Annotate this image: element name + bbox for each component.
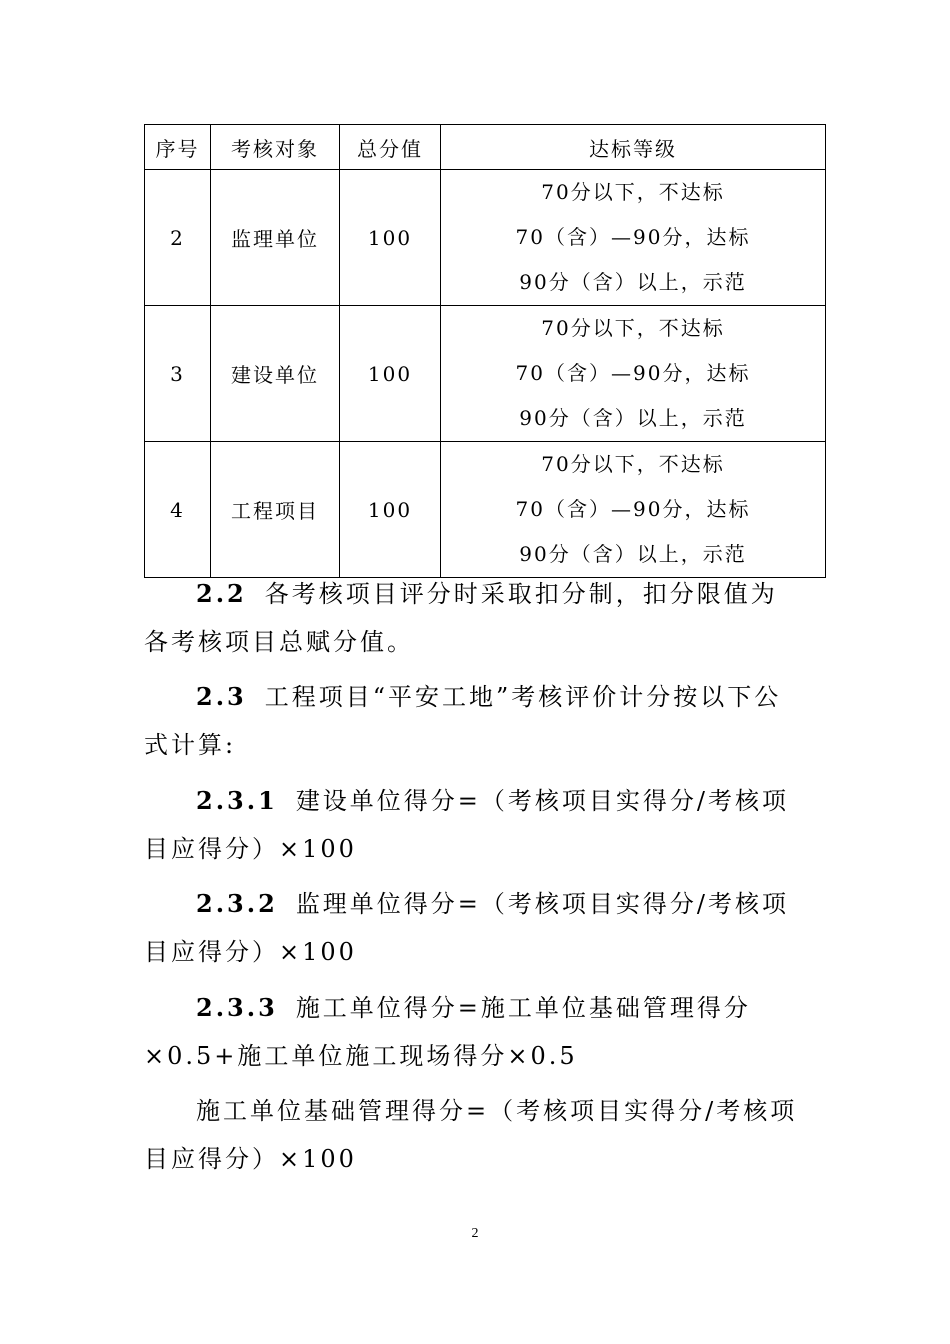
header-grade: 达标等级 [441,125,826,170]
table-header-row [145,125,826,170]
paragraph-text: 工程项目“平安工地”考核评价计分按以下公式计算: [144,683,782,759]
section-number: 2.3.3 [196,993,278,1022]
grade-line: 70（含）—90分，达标 [515,225,751,249]
row-score: 100 [340,442,441,578]
paragraph-2-3-2 [144,880,804,976]
section-number: 2.2 [196,579,247,608]
paragraph-base-management [144,1087,804,1183]
grade-line: 90分（含）以上，示范 [519,542,747,566]
grade-line: 70分以下，不达标 [541,452,725,476]
paragraph-2-2 [144,570,804,666]
grade-line: 90分（含）以上，示范 [519,406,747,430]
paragraph-text: 施工单位基础管理得分=（考核项目实得分/考核项目应得分）×100 [144,1097,798,1173]
row-target: 监理单位 [211,170,340,306]
table-row [145,442,826,578]
row-grades [441,442,826,578]
paragraph-2-3-1 [144,777,804,873]
paragraph-text: 各考核项目评分时采取扣分制，扣分限值为各考核项目总赋分值。 [144,580,778,656]
table-row [145,306,826,442]
header-score: 总分值 [340,125,441,170]
row-no: 4 [145,442,211,578]
row-grades [441,306,826,442]
row-grades [441,170,826,306]
grade-line: 70分以下，不达标 [541,180,725,204]
grade-table [144,124,826,578]
page-number: 2 [471,1226,479,1241]
row-target: 建设单位 [211,306,340,442]
grade-line: 70（含）—90分，达标 [515,497,751,521]
grade-line: 90分（含）以上，示范 [519,270,747,294]
row-no: 3 [145,306,211,442]
row-no: 2 [145,170,211,306]
grade-line: 70分以下，不达标 [541,316,725,340]
row-target: 工程项目 [211,442,340,578]
section-number: 2.3.2 [196,889,278,918]
paragraph-2-3-3 [144,984,804,1080]
header-target: 考核对象 [211,125,340,170]
paragraph-text: 施工单位得分=施工单位基础管理得分×0.5+施工单位施工现场得分×0.5 [144,994,751,1070]
row-score: 100 [340,306,441,442]
row-score: 100 [340,170,441,306]
section-number: 2.3 [196,682,247,711]
paragraph-2-3 [144,673,804,769]
paragraph-text: 监理单位得分=（考核项目实得分/考核项目应得分）×100 [144,890,790,966]
section-number: 2.3.1 [196,786,278,815]
header-no: 序号 [145,125,211,170]
paragraph-text: 建设单位得分=（考核项目实得分/考核项目应得分）×100 [144,787,790,863]
table-row [145,170,826,306]
grade-line: 70（含）—90分，达标 [515,361,751,385]
